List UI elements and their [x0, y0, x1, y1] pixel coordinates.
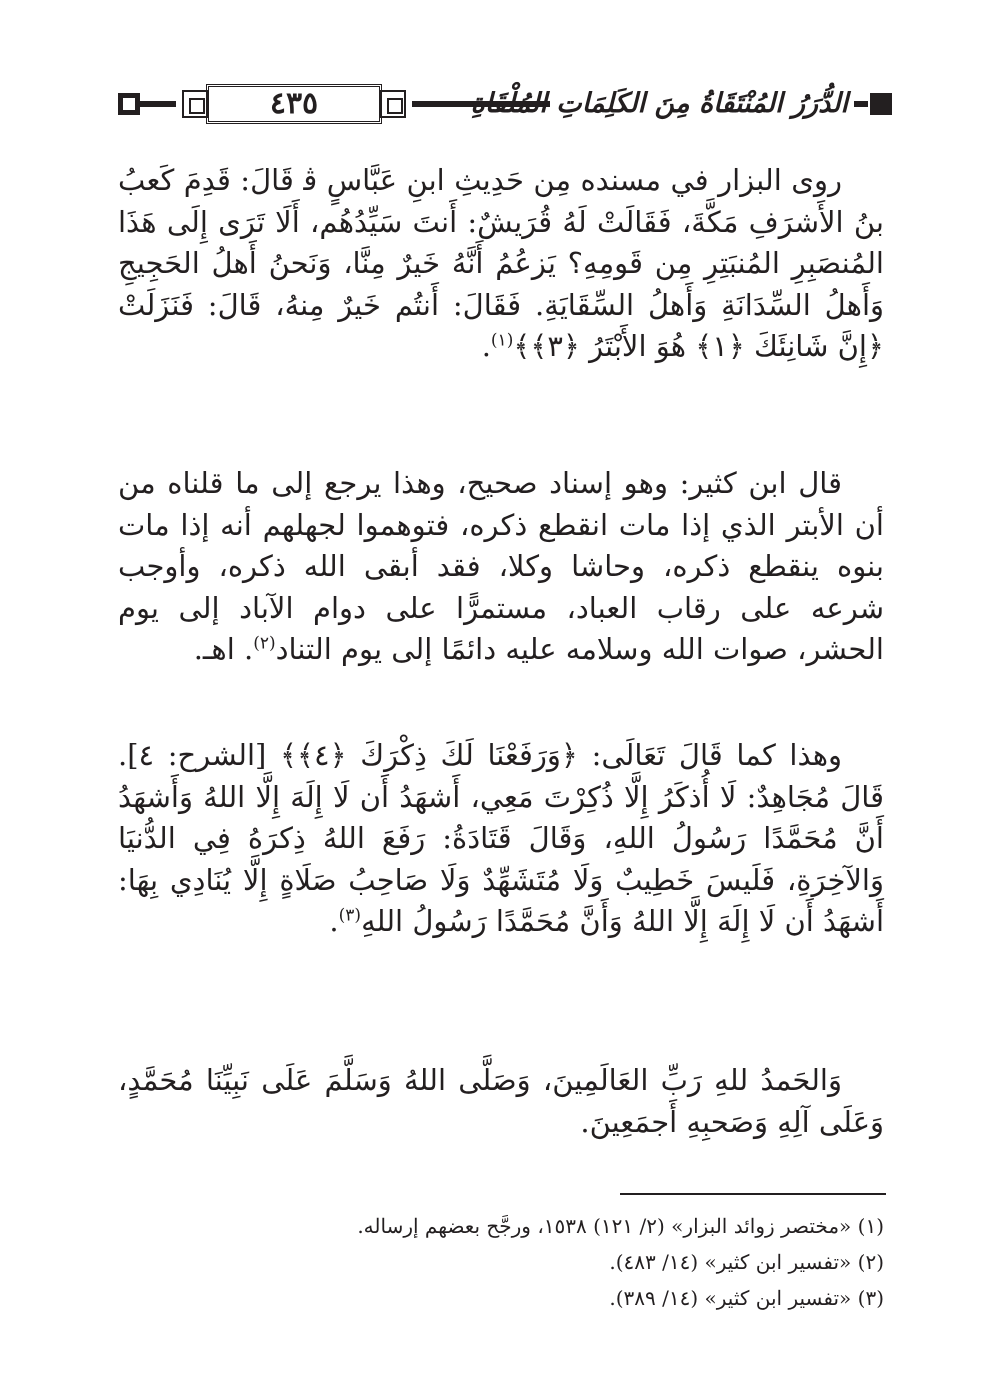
running-header	[112, 76, 894, 132]
header-rule	[140, 101, 176, 107]
paragraph-end: .	[481, 329, 491, 363]
frame-knot-ornament	[380, 90, 406, 118]
frame-knot-ornament	[182, 90, 208, 118]
header-filled-square	[870, 93, 892, 115]
footnote-ref: (١)	[490, 330, 514, 351]
paragraph-closing	[118, 1060, 884, 1143]
page-number-frame	[180, 82, 408, 126]
header-open-square	[118, 93, 140, 115]
page-number: ٤٣٥	[269, 86, 319, 121]
footnote-2: (٢) «تفسير ابن كثير» (١٤/ ٤٨٣).	[609, 1250, 884, 1274]
footnote-3: (٣) «تفسير ابن كثير» (١٤/ ٣٨٩).	[609, 1286, 884, 1310]
footnote-ref: (٢)	[253, 633, 276, 654]
footnotes	[118, 1208, 884, 1316]
header-rule	[854, 101, 868, 107]
paragraph-end: .	[329, 904, 339, 938]
paragraph-kaab-story	[118, 160, 884, 368]
footnote-separator	[620, 1193, 886, 1195]
footnote-ref: (٣)	[338, 905, 362, 926]
book-title: الدُّرَرُ المُنْتَقَاةُ مِنَ الكَلِمَاتِ المُلْقَاةِ	[470, 88, 848, 119]
paragraph-text: وَالحَمدُ للهِ رَبِّ العَالَمِينَ، وَصَلَّى اللهُ وَسَلَّمَ عَلَى نَبِيِّنَا مُحَمَّدٍ، وَعَلَى آلِهِ وَصَحبِهِ أَجمَعِينَ.	[118, 1063, 884, 1139]
paragraph-text: وهذا كما قَالَ تَعَالَى: ﴿وَرَفَعْنَا لَكَ ذِكْرَكَ ﴿٤﴾﴾ [الشرح: ٤]. قَالَ مُجَاهِدٌ: لَا أُذكَرُ إِلَّا ذُكِرْتَ مَعِي، أَشهَدُ أَن لَا إِلَهَ إِلَّا اللهُ وَأَشهَدُ أَنَّ مُحَمَّدًا رَسُولُ اللهِ، وَقَالَ قَتَادَةُ: رَفَعَ اللهُ ذِكرَهُ فِي الدُّنيَا وَالآخِرَةِ، فَلَيسَ خَطِيبٌ وَلَا مُتَشَهِّدٌ وَلَا صَاحِبُ صَلَاةٍ إِلَّا يُنَادِي بِهَا: أَشهَدُ أَن لَا إِلَهَ إِلَّا اللهُ وَأَنَّ مُحَمَّدًا رَسُولُ اللهِ	[118, 738, 884, 938]
paragraph-text: روى البزار في مسنده مِن حَدِيثِ ابنِ عَبَّاسٍ ﭬ قَالَ: قَدِمَ كَعبُ بنُ الأَشرَفِ مَكَّةَ، فَقَالَتْ لَهُ قُرَيشٌ: أَنتَ سَيِّدُهُم، أَلَا تَرَى إِلَى هَذَا المُنصَبِرِ المُنبَتِرِ مِن قَومِهِ؟ يَزعُمُ أَنَّهُ خَيرٌ مِنَّا، وَنَحنُ أَهلُ الحَجِيجِ وَأَهلُ السِّدَانَةِ وَأَهلُ السِّقَايَةِ. فَقَالَ: أَنتُم خَيرٌ مِنهُ، قَالَ: فَنَزَلَتْ ﴿إِنَّ شَانِئَكَ ﴿١﴾ هُوَ الأَبْتَرُ ﴿٣﴾﴾	[118, 163, 884, 363]
paragraph-text: قال ابن كثير: وهو إسناد صحيح، وهذا يرجع إلى ما قلناه من أن الأبتر الذي إذا مات انقطع ذكره، فتوهموا لجهلهم أنه إذا مات بنوه ينقطع ذكره، وحاشا وكلا، فقد أبقى الله ذكره، وأوجب شرعه على رقاب العباد، مستمرًّا على دوام الآباد إلى يوم الحشر، صوات الله وسلامه عليه دائمًا إلى يوم التناد	[118, 466, 884, 666]
paragraph-mujahid-qatada	[118, 735, 884, 943]
paragraph-ibn-kathir	[118, 463, 884, 671]
footnote-1: (١) «مختصر زوائد البزار» (٢/ ١٢١) ١٥٣٨، ورجَّح بعضهم إرساله.	[357, 1214, 884, 1238]
paragraph-end: . اهـ.	[193, 632, 254, 666]
